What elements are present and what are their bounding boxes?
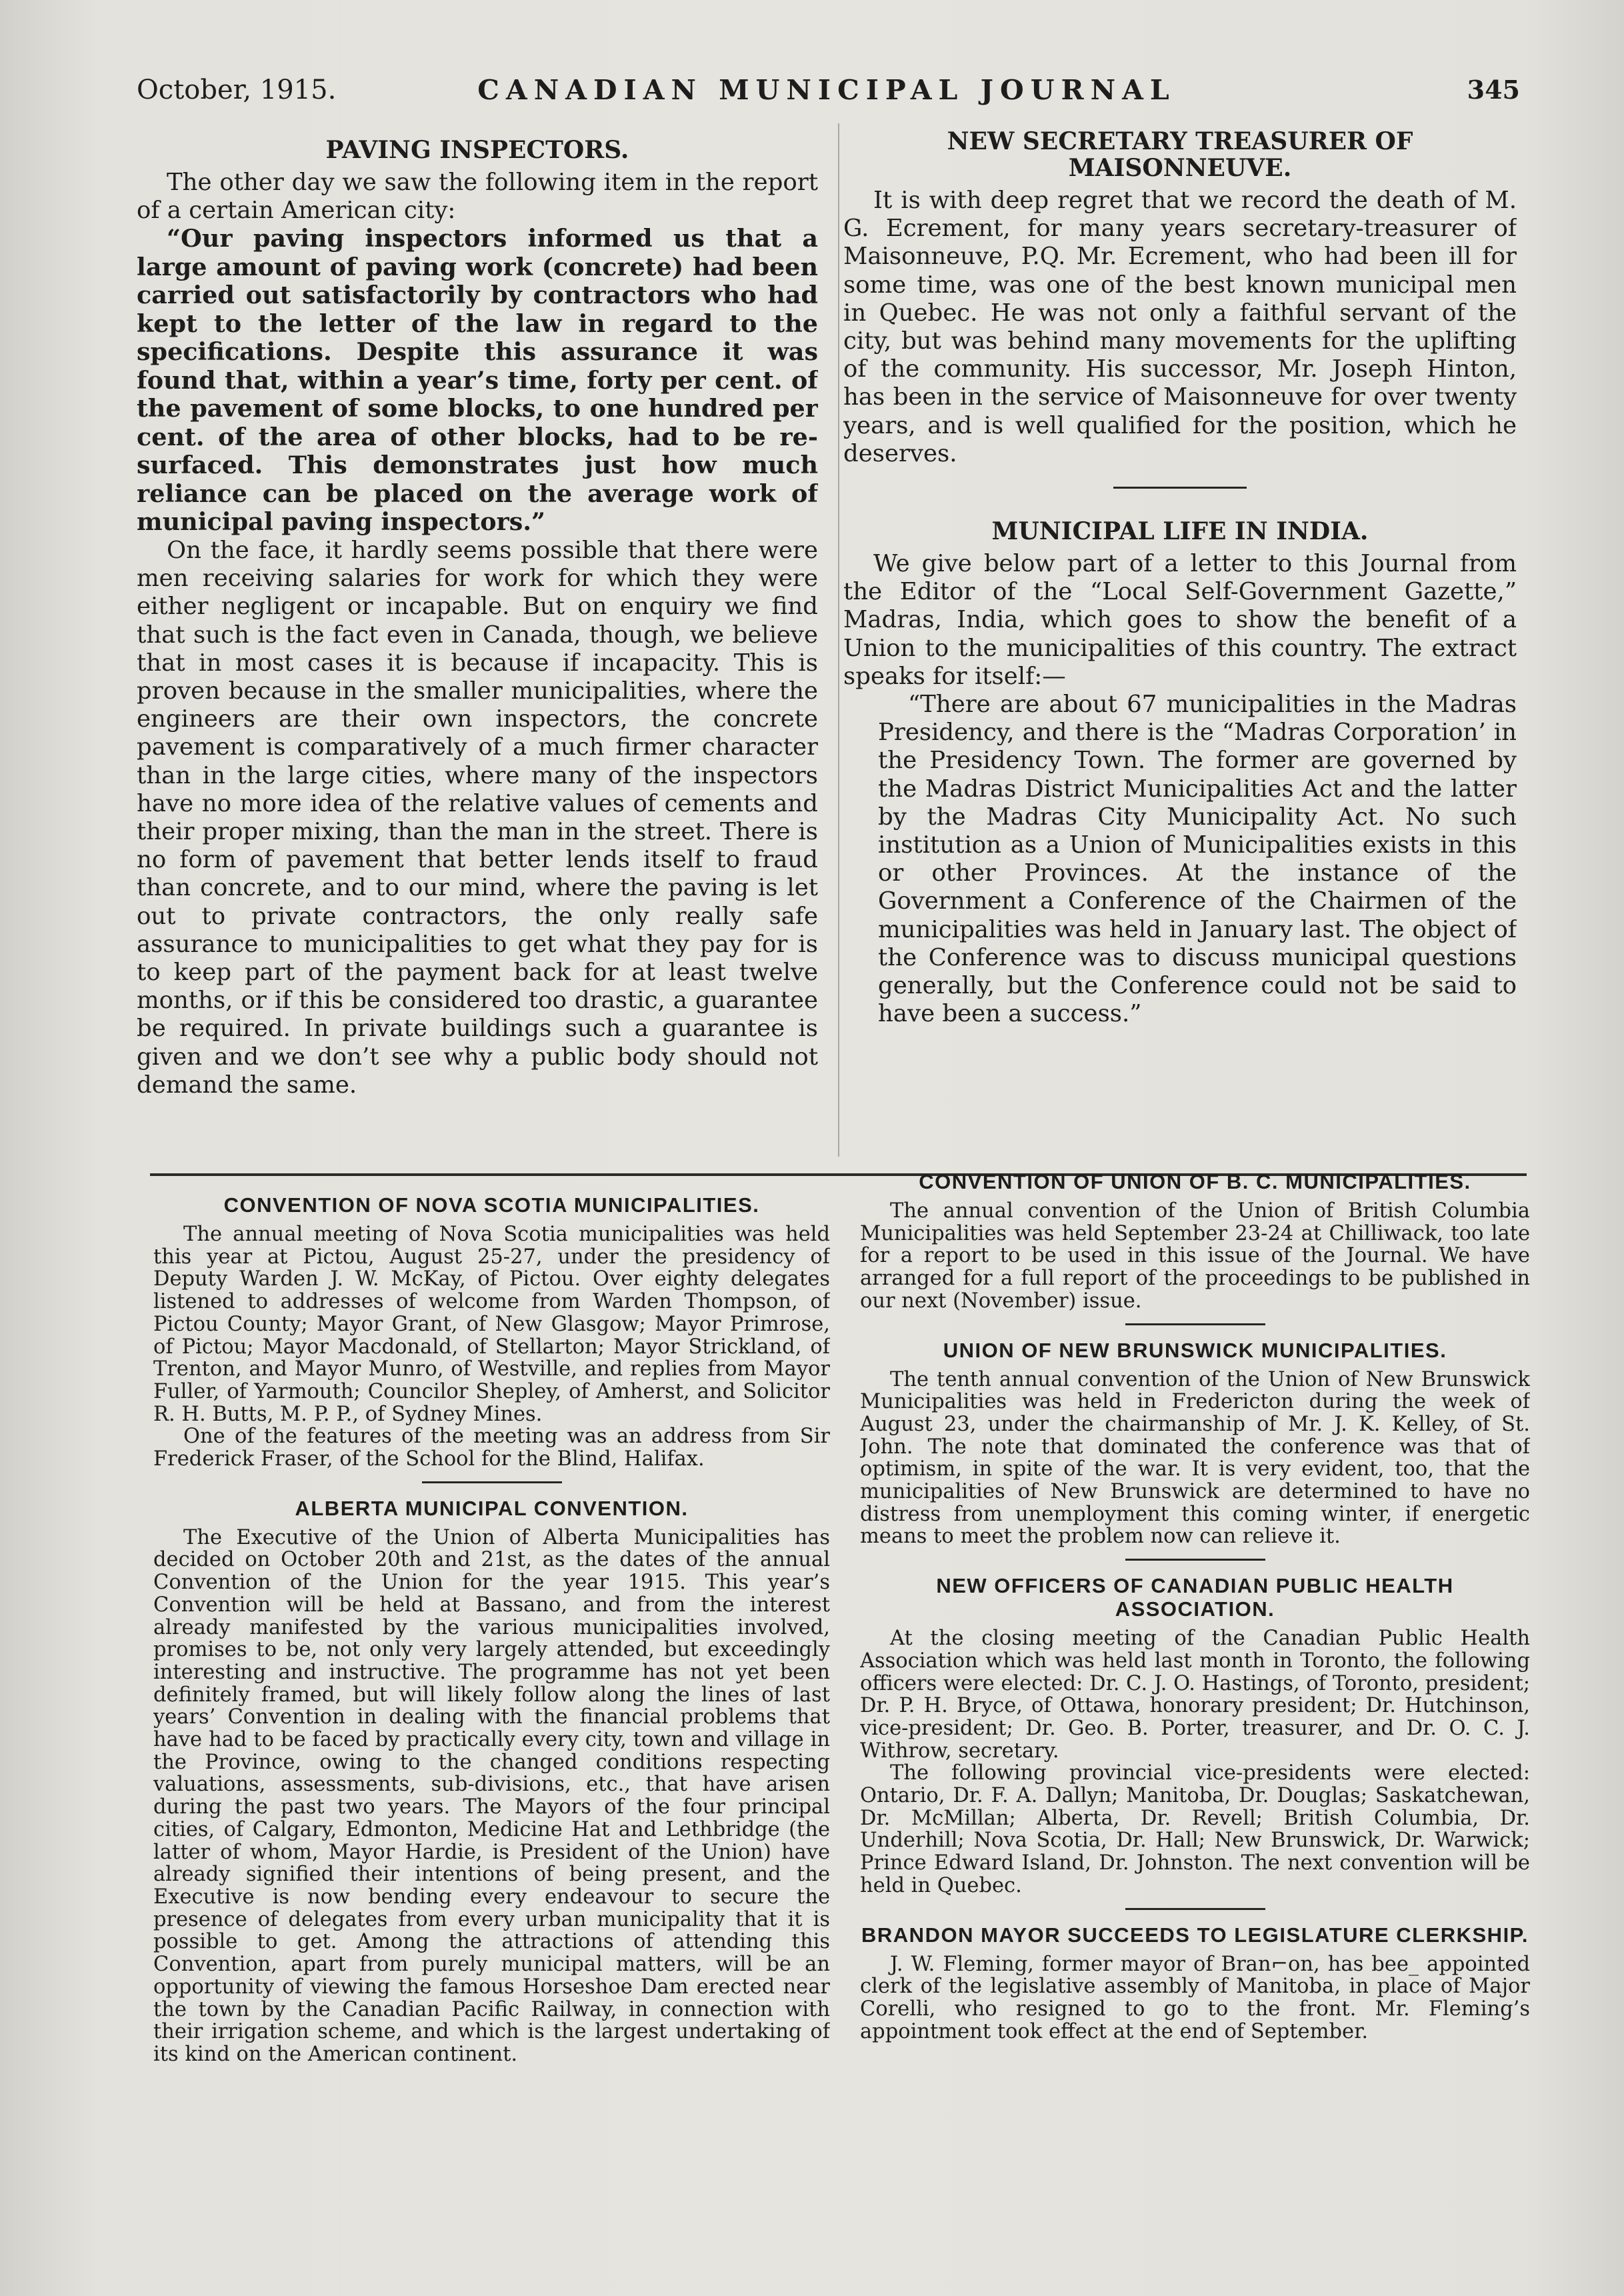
article-municipal-life-india <box>843 518 1517 1028</box>
section-rule <box>1113 487 1247 489</box>
page-number: 345 <box>1467 75 1520 105</box>
article-paragraph: It is with deep regret that we record the death of M. G. Ecrement, for many years secretary-treasurer of Maisonneuve, P.Q. Mr. Ecrement, who had been ill for some time, was one of the best known municipal men in Quebec. He was not only a faithful servant of the city, but was behind many movements for the uplifting of the community. His successor, Mr. Joseph Hinton, has been in the service of Maisonneuve for over twenty years, and is well qualified for the position, which he deserves. <box>843 187 1517 467</box>
article-paragraph: The tenth annual convention of the Union of New Brunswick Municipalities was held in Fredericton during the week of August 23, under the chairmanship of Mr. J. K. Kelley, of St. John. The note that dominated the conference was that of optimism, in spite of the war. It is very evident, too, that the municipalities of New Brunswick are determined to have no distress from unemployment this coming winter, if energetic means to meet the problem now can relieve it. <box>860 1367 1530 1549</box>
article-heading: CONVENTION OF UNION OF B. C. MUNICIPALITIES. <box>919 1170 1471 1193</box>
article-paragraph: We give below part of a letter to this Journal from the Editor of the “Local Self-Government Gazette,” Madras, India, which goes to show the benefit of a Union to the municipalities of this country. The extract speaks for itself:— <box>843 550 1517 690</box>
article-paragraph: One of the features of the meeting was an address from Sir Frederick Fraser, of the School for the Blind, Halifax. <box>153 1425 830 1471</box>
section-rule <box>422 1481 562 1483</box>
article-bc-convention <box>860 1170 1530 1313</box>
right-upper-column <box>843 128 1517 1155</box>
article-new-brunswick <box>860 1339 1530 1549</box>
article-paving-inspectors <box>137 137 818 1150</box>
article-quote: “Our paving inspectors informed us that a large amount of paving work (concrete) had been carried out satisfactorily by contractors who had kept to the letter of the law in regard to the specifications. Despite this assurance it was found that, within a year’s time, forty per cent. of the pavement of some blocks, to one hundred per cent. of the area of other blocks, had to be re-surfaced. This demonstrates just how much reliance can be placed on the average work of municipal paving inspectors.” <box>137 224 818 537</box>
article-paragraph: The other day we saw the following item in the report of a certain American city: <box>137 169 818 225</box>
left-lower-column <box>153 1193 830 2207</box>
article-nova-scotia <box>153 1193 830 1471</box>
article-heading: ALBERTA MUNICIPAL CONVENTION. <box>295 1496 689 1520</box>
article-heading: UNION OF NEW BRUNSWICK MUNICIPALITIES. <box>943 1338 1447 1362</box>
section-rule <box>1125 1908 1265 1910</box>
article-quote: “There are about 67 municipalities in the Madras Presidency, and there is the “Madras Corporation’ in the Presidency Town. The former are governed by the Madras District Municipalities Act and the latter by the Madras City Municipality Act. No such institution as a Union of Municipalities exists in this or other Provinces. At the instance of the Government a Conference of the Chairmen of the municipalities was held in January last. The object of the Conference was to discuss municipal questions generally, but the Conference could not be said to have been a success.” <box>878 691 1517 1028</box>
article-heading: NEW SECRETARY TREASURER OF MAISONNEUVE. <box>947 128 1413 182</box>
article-alberta <box>153 1497 830 2066</box>
article-maisonneuve <box>843 128 1517 468</box>
article-public-health <box>860 1574 1530 1897</box>
article-paragraph: The Executive of the Union of Alberta Municipalities has decided on October 20th and 21st, as the dates of the annual Convention of the Union for the year 1915. This year’s Convention will be held at Bassano, and from the interest already manifested by the various municipalities involved, promises to be, not only very largely attended, but exceedingly interesting and instructive. The programme has not yet been definitely framed, but will likely follow along the lines of last years’ Convention in dealing with the financial problems that have had to be faced by practically every city, town and village in the Province, owing to the changed conditions respecting valuations, assessments, sub-divisions, etc., that have arisen during the past two years. The Mayors of the four principal cities, of Calgary, Edmonton, Medicine Hat and Lethbridge (the latter of whom, Mayor Hardie, is President of the Union) have already signified their intentions of being present, and the Executive is now bending every endeavour to secure the presence of delegates from every urban municipality that it is possible to get. Among the attractions of attending this Convention, apart from purely municipal matters, will be an opportunity of viewing the famous Horseshoe Dam erected near the town by the Canadian Pacific Railway, in connection with their irrigation scheme, and which is the largest undertaking of its kind on the American continent. <box>153 1525 830 2066</box>
article-heading: CONVENTION OF NOVA SCOTIA MUNICIPALITIES. <box>223 1193 760 1217</box>
article-heading: NEW OFFICERS OF CANADIAN PUBLIC HEALTH ASSOCIATION. <box>936 1574 1454 1621</box>
right-lower-column <box>860 1170 1530 2223</box>
article-heading: MUNICIPAL LIFE IN INDIA. <box>991 517 1369 546</box>
article-paragraph: At the closing meeting of the Canadian Public Health Association which was held last month in Toronto, the following officers were elected: Dr. C. J. O. Hastings, of Toronto, president; Dr. P. H. Bryce, of Ottawa, honorary president; Dr. Hutchinson, vice-president; Dr. Geo. B. Porter, treasurer, and Dr. O. C. J. Withrow, secretary. <box>860 1627 1530 1763</box>
article-heading: BRANDON MAYOR SUCCEEDS TO LEGISLATURE CLERKSHIP. <box>861 1923 1529 1947</box>
journal-title: CANADIAN MUNICIPAL JOURNAL <box>477 74 1176 106</box>
article-paragraph: The annual convention of the Union of British Columbia Municipalities was held September 23-24 at Chilliwack, too late for a report to be used in this issue of the Journal. We have arranged for a full report of the proceedings to be published in our next (November) issue. <box>860 1199 1530 1313</box>
issue-date: October, 1915. <box>137 75 337 105</box>
article-brandon-mayor <box>860 1923 1530 2043</box>
column-divider <box>838 123 839 1157</box>
section-rule <box>1125 1559 1265 1561</box>
article-paragraph: The following provincial vice-presidents were elected: Ontario, Dr. F. A. Dallyn; Manitoba, Dr. Douglas; Saskatchewan, Dr. McMillan; Alberta, Dr. Revell; British Columbia, Dr. Underhill; Nova Scotia, Dr. Hall; New Brunswick, Dr. Warwick; Prince Edward Island, Dr. Johnston. The next convention will be held in Quebec. <box>860 1761 1530 1897</box>
article-paragraph: The annual meeting of Nova Scotia municipalities was held this year at Pictou, August 25-27, under the presidency of Deputy Warden J. W. McKay, of Pictou. Over eighty delegates listened to addresses of welcome from Warden Thompson, of Pictou County; Mayor Grant, of New Glasgow; Mayor Primrose, of Pictou; Mayor Macdonald, of Stellarton; Mayor Strickland, of Trenton, and Mayor Munro, of Westville, and replies from Mayor Fuller, of Yarmouth; Councilor Shepley, of Amherst, and Solicitor R. H. Butts, M. P. P., of Sydney Mines. <box>153 1223 830 1426</box>
section-rule <box>1125 1323 1265 1325</box>
article-heading: PAVING INSPECTORS. <box>325 137 629 164</box>
article-paragraph: J. W. Fleming, former mayor of Bran⌐on, has bee_ appointed clerk of the legislative assembly of Manitoba, in place of Major Corelli, who resigned to go to the front. Mr. Fleming’s appointment took effect at the end of September. <box>860 1952 1530 2043</box>
article-paragraph: On the face, it hardly seems possible that there were men receiving salaries for work for which they were either negligent or incapable. But on enquiry we find that such is the fact even in Canada, though, we believe that in most cases it is because if incapacity. This is proven because in the smaller municipalities, where the engineers are their own inspectors, the concrete pavement is comparatively of a much firmer character than in the large cities, where many of the inspectors have no more idea of the relative values of cements and their proper mixing, than the man in the street. There is no form of pavement that better lends itself to fraud than concrete, and to our mind, where the paving is let out to private contractors, the only really safe assurance to municipalities to get what they pay for is to keep part of the payment back for at least twelve months, or if this be considered too drastic, a guarantee be required. In private buildings such a guarantee is given and we don’t see why a public body should not demand the same. <box>137 536 818 1099</box>
